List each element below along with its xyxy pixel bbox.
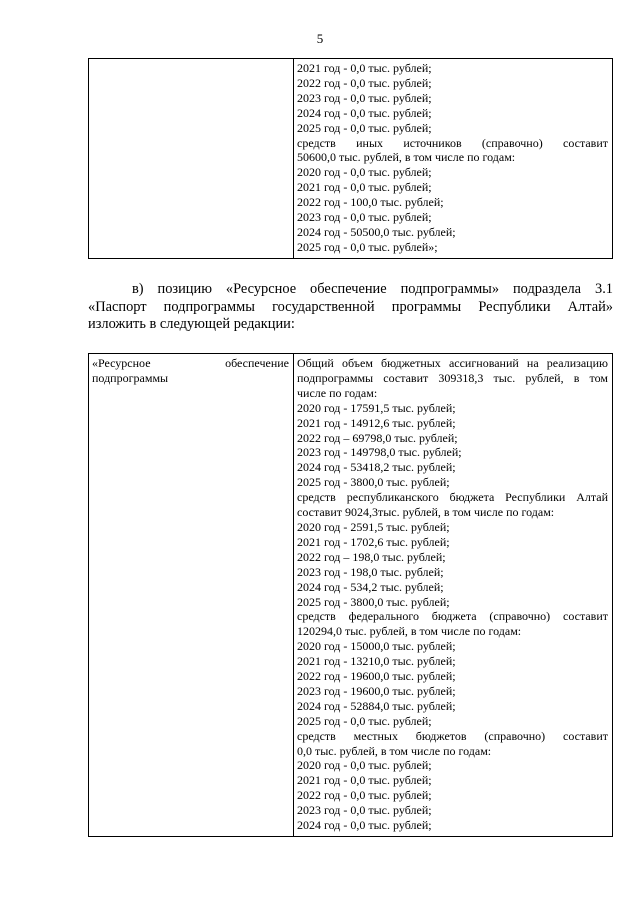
- table1-line: 2022 год - 100,0 тыс. рублей;: [297, 195, 444, 210]
- resource-line: числе по годам:: [297, 385, 378, 400]
- table1-line: 2023 год - 0,0 тыс. рублей;: [297, 90, 432, 105]
- table1-line: 50600,0 тыс. рублей, в том числе по годам:: [297, 150, 516, 165]
- resource-line: 2024 год - 534,2 тыс. рублей;: [297, 579, 444, 594]
- resource-line: 2023 год - 0,0 тыс. рублей;: [297, 803, 432, 818]
- resource-line: 2022 год - 19600,0 тыс. рублей;: [297, 669, 456, 684]
- resource-label-line: «Ресурсное обеспечение: [92, 356, 289, 370]
- resource-line: 2023 год - 198,0 тыс. рублей;: [297, 564, 444, 579]
- table1-line: 2023 год - 0,0 тыс. рублей;: [297, 210, 432, 225]
- resource-line: средств республиканского бюджета Республики Алтай: [297, 490, 608, 505]
- resource-line: 2020 год - 17591,5 тыс. рублей;: [297, 400, 456, 415]
- resource-table: [88, 353, 613, 837]
- resource-line: 2020 год - 0,0 тыс. рублей;: [297, 758, 432, 773]
- resource-line: средств федерального бюджета (справочно) составит: [297, 609, 608, 624]
- resource-line: 2024 год - 0,0 тыс. рублей;: [297, 818, 432, 833]
- resource-line: 2020 год - 15000,0 тыс. рублей;: [297, 639, 456, 654]
- page-number: 5: [316, 31, 324, 46]
- resource-line: подпрограммы составит 309318,3 тыс. рублей, в том: [297, 370, 608, 385]
- resource-label-cell: [89, 354, 294, 837]
- resource-line: 2021 год - 0,0 тыс. рублей;: [297, 773, 432, 788]
- resource-line: 2021 год - 1702,6 тыс. рублей;: [297, 534, 450, 549]
- table1-line: 2024 год - 0,0 тыс. рублей;: [297, 105, 432, 120]
- resource-label-line: подпрограммы: [92, 370, 169, 385]
- continued-table: [88, 58, 613, 259]
- resource-line: средств местных бюджетов (справочно) составит: [297, 728, 608, 743]
- resource-line: 2022 год – 198,0 тыс. рублей;: [297, 549, 446, 564]
- resource-line: 2021 год - 14912,6 тыс. рублей;: [297, 415, 456, 430]
- table1-line: средств иных источников (справочно) составит: [297, 135, 608, 150]
- table1-line: 2021 год - 0,0 тыс. рублей;: [297, 61, 432, 75]
- resource-value-cell: [294, 354, 613, 837]
- resource-line: 2025 год - 3800,0 тыс. рублей;: [297, 594, 450, 609]
- resource-line: 2024 год - 52884,0 тыс. рублей;: [297, 698, 456, 713]
- table1-line: 2021 год - 0,0 тыс. рублей;: [297, 180, 432, 195]
- resource-line: 2025 год - 0,0 тыс. рублей;: [297, 713, 432, 728]
- resource-line: 2023 год - 19600,0 тыс. рублей;: [297, 683, 456, 698]
- table1-right-cell: [294, 59, 613, 259]
- table1-left-cell: [89, 59, 294, 259]
- resource-line: 2023 год - 149798,0 тыс. рублей;: [297, 445, 462, 460]
- resource-line: Общий объем бюджетных ассигнований на реализацию: [297, 356, 608, 370]
- amendment-paragraph: [88, 281, 613, 334]
- resource-line: 120294,0 тыс. рублей, в том числе по годам:: [297, 624, 522, 639]
- amendment-line: в) позицию «Ресурсное обеспечение подпрограммы» подраздела 3.1: [132, 281, 613, 297]
- table1-line: 2020 год - 0,0 тыс. рублей;: [297, 165, 432, 180]
- resource-line: 2022 год - 0,0 тыс. рублей;: [297, 788, 432, 803]
- resource-line: 2020 год - 2591,5 тыс. рублей;: [297, 519, 450, 534]
- resource-line: составит 9024,3тыс. рублей, в том числе по годам:: [297, 505, 555, 520]
- table1-line: 2025 год - 0,0 тыс. рублей»;: [297, 239, 438, 254]
- resource-line: 0,0 тыс. рублей, в том числе по годам:: [297, 743, 492, 758]
- resource-line: 2021 год - 13210,0 тыс. рублей;: [297, 654, 456, 669]
- table1-line: 2022 год - 0,0 тыс. рублей;: [297, 75, 432, 90]
- table1-line: 2024 год - 50500,0 тыс. рублей;: [297, 224, 456, 239]
- resource-line: 2022 год – 69798,0 тыс. рублей;: [297, 430, 458, 445]
- resource-line: 2024 год - 53418,2 тыс. рублей;: [297, 460, 456, 475]
- table1-line: 2025 год - 0,0 тыс. рублей;: [297, 120, 432, 135]
- amendment-line: «Паспорт подпрограммы государственной программы Республики Алтай»: [88, 298, 613, 315]
- amendment-line: изложить в следующей редакции:: [88, 316, 295, 332]
- resource-line: 2025 год - 3800,0 тыс. рублей;: [297, 475, 450, 490]
